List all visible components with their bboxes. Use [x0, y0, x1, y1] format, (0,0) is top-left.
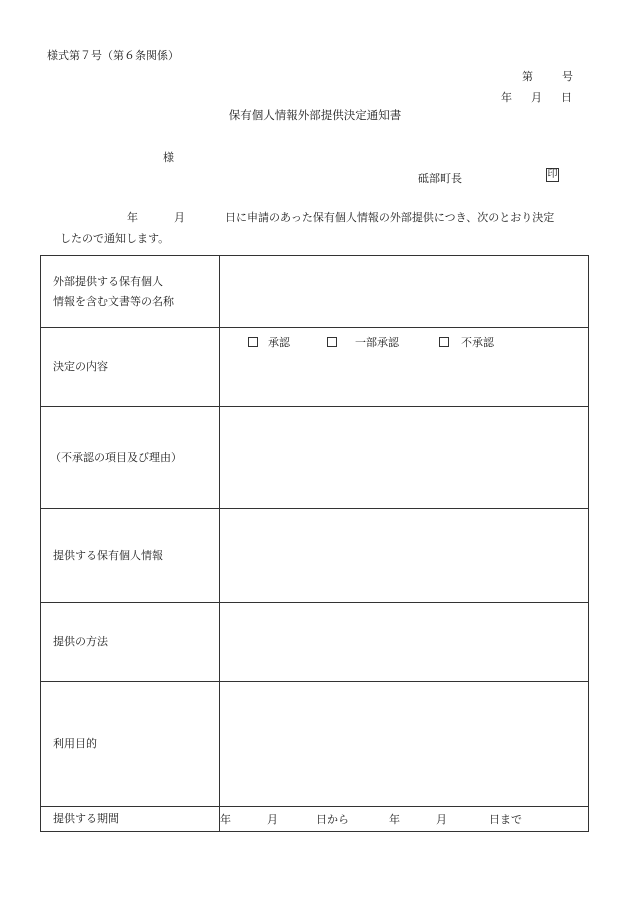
form-number-label: 様式第７号（第６条関係） — [47, 49, 179, 62]
period-from-day: 日から — [316, 813, 349, 826]
table-row — [41, 807, 589, 832]
table-row — [41, 256, 589, 328]
partial-approve-checkbox[interactable] — [327, 337, 337, 347]
number-go: 号 — [562, 70, 573, 83]
date-month: 月 — [531, 91, 542, 104]
body-year: 年 — [127, 211, 138, 224]
period-field — [220, 807, 589, 832]
addressee-suffix: 様 — [163, 151, 174, 164]
purpose-field[interactable] — [220, 682, 589, 807]
number-dai: 第 — [522, 70, 533, 83]
period-to-year: 年 — [389, 813, 400, 826]
notice-text-line1 — [127, 212, 554, 223]
date-day: 日 — [561, 91, 572, 104]
document-number-line — [522, 71, 573, 82]
table-row — [41, 682, 589, 807]
purpose-label: 利用目的 — [41, 682, 220, 807]
document-name-label: 外部提供する保有個人 情報を含む文書等の名称 — [41, 256, 220, 328]
partial-approve-label: 一部承認 — [355, 336, 399, 349]
approve-checkbox[interactable] — [248, 337, 258, 347]
provision-method-field[interactable] — [220, 603, 589, 682]
document-name-field[interactable] — [220, 256, 589, 328]
reject-label: 不承認 — [461, 336, 494, 349]
table-row — [41, 328, 589, 407]
seal-stamp-box: 印 — [547, 169, 558, 180]
period-to-month: 月 — [436, 813, 447, 826]
rejection-reason-field[interactable] — [220, 407, 589, 509]
date-year: 年 — [501, 91, 512, 104]
period-to-day: 日まで — [489, 813, 522, 826]
table-row — [41, 603, 589, 682]
reject-checkbox[interactable] — [439, 337, 449, 347]
notice-table — [40, 255, 589, 832]
notice-text-line2: したので通知します。 — [60, 232, 170, 245]
body-rest: 日に申請のあった保有個人情報の外部提供につき、次のとおり決定 — [225, 211, 555, 224]
approve-label: 承認 — [268, 336, 290, 349]
rejection-reason-label: （不承認の項目及び理由） — [41, 407, 220, 509]
table-row — [41, 509, 589, 603]
document-title: 保有個人情報外部提供決定通知書 — [228, 108, 402, 122]
provision-method-label: 提供の方法 — [41, 603, 220, 682]
body-month: 月 — [174, 211, 185, 224]
table-row — [41, 407, 589, 509]
provided-info-field[interactable] — [220, 509, 589, 603]
period-label: 提供する期間 — [41, 807, 220, 832]
period-from-month: 月 — [267, 813, 278, 826]
decision-field — [220, 328, 589, 407]
issue-date-line — [501, 92, 572, 103]
decision-label: 決定の内容 — [41, 328, 220, 407]
issuer-name: 砥部町長 — [418, 172, 462, 185]
provided-info-label: 提供する保有個人情報 — [41, 509, 220, 603]
decision-options — [248, 334, 494, 350]
period-from-year: 年 — [220, 813, 231, 826]
